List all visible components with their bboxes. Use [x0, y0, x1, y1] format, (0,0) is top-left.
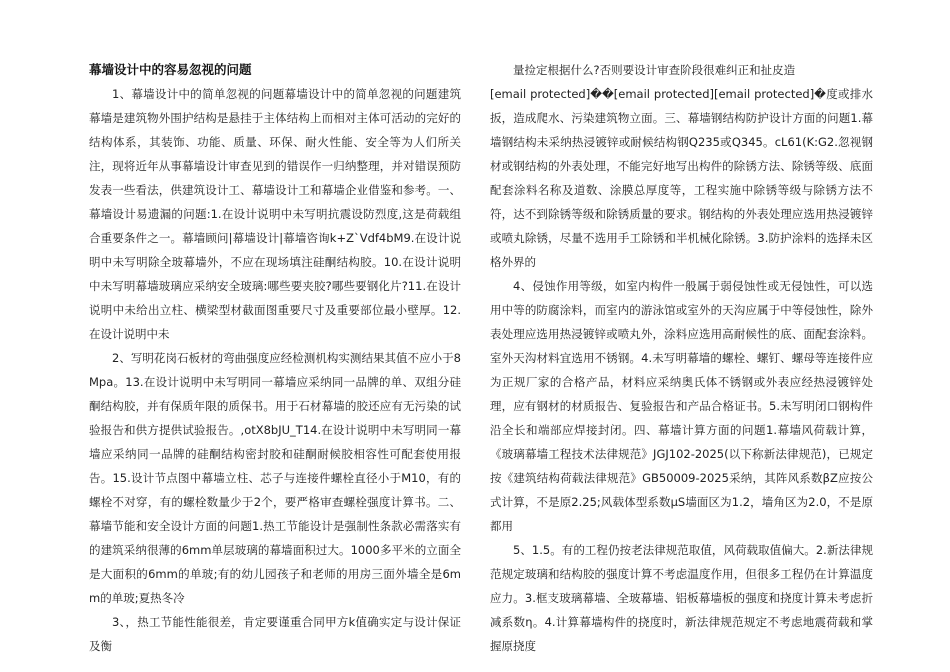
paragraph-5: 5、1.5。有的工程仍按老法律规范取值，风荷载取值偏大。2.新法律规范规定玻璃和结构胶的强度计算不考虑温度作用，但很多工程仍在计算温度应力。3.框支玻璃幕墙、全玻幕墙、铝板幕墙板的强度和挠度计算未考虑折减系数η。4.计算幕墙构件的挠度时，新法律规范规定不考虑地震荷载和掌握原挠度	[490, 543, 873, 653]
paragraph-4: 4、侵蚀作用等级，如室内构件一般属于弱侵蚀性或无侵蚀性，可以选用中等的防腐涂料，而室内的游泳馆或室外的天沟应属于中等侵蚀性，除外表处理应选用热浸镀锌或喷丸外，涂料应选用高耐候性的底、面配套涂料。室外天沟材料宜选用不锈钢。4.未写明幕墙的螺栓、螺钉、螺母等连接件应为正规厂家的合格产品，材料应采纳奥氏体不锈钢或外表应经热浸镀锌处理，应有钢材的材质报告、复验报告和产品合格证书。5.未写明闭口钢构件沿全长和端部应焊接封闭。四、幕墙计算方面的问题1.幕墙风荷载计算，《玻璃幕墙工程技术法律规范》JGJ102-2025(以下称新法律规范)，已规定按《建筑结构荷载法律规范》GB50009-2025采纳，其阵风系数βZ应按公式计算，不是原2.25;风载体型系数μS墙面区为1.2，墙角区为2.0，不是原都用	[490, 279, 873, 533]
paragraph-3: 3、，热工节能性能很差，肯定要谨重合同甲方k值确实定与设计保证及衡	[89, 615, 461, 653]
paragraph-1: 1、幕墙设计中的简单忽视的问题幕墙设计中的简单忽视的问题建筑幕墙是建筑物外围护结构是悬挂于主体结构上而相对主体可活动的完好的结构体系，其装饰、功能、质量、环保、耐火性能、安全等为人们所关注，现将近年从事幕墙设计审查见到的错误作一归纳整理，并对错误预防发表一些看法，供建筑设计工、幕墙设计工和幕墙企业借鉴和参考。一、幕墙设计易遗漏的问题:1.在设计说明中未写明抗震设防烈度,这是荷载组合重要条件之一。幕墙顾问|幕墙设计|幕墙咨询k+Z`Vdf4bM9.在设计说明中未写明除全玻幕墙外，不应在现场填注硅酮结构胶。10.在设计说明中未写明幕墙玻璃应采纳安全玻璃:哪些要夹胶?哪些要钢化片?11.在设计说明中未给出立柱、横梁型材截面图重要尺寸及重要部位最小壁厚。12.在设计说明中未	[89, 87, 461, 341]
paragraph-3-continued-body: [email protected]��[email protected][email protected]�度或排水扳，造成爬水、污染建筑物立面。三、幕墙钢结构防护设计方面的问题1.幕墙钢结构未采纳热浸镀锌或耐候结构钢Q235或Q345。cL61(K:G2.忽视钢材或钢结构的外表处理，不能完好地写出构件的除锈方法、除锈等级、底面配套涂料名称及道数、涂膜总厚度等，工程实施中除锈等级与除锈方法不符，达不到除锈等级和除锈质量的要求。钢结构的外表处理应选用热浸镀锌或喷丸除锈，尽量不选用手工除锈和半机械化除锈。3.防护涂料的选择未区格外界的	[490, 87, 873, 269]
left-column	[89, 58, 461, 658]
paragraph-3-continued: 量捡定根据什么?否则要设计审查阶段很难纠正和扯皮造	[513, 63, 796, 77]
document-title: 幕墙设计中的容易忽视的问题	[89, 62, 252, 77]
paragraph-2: 2、写明花岗石板材的弯曲强度应经检测机构实测结果其值不应小于8Mpa。13.在设计说明中未写明同一幕墙应采纳同一品牌的单、双组分硅酮结构胶，并有保质年限的质保书。用于石材幕墙的胶还应有无污染的试验报告和供方提供试验报告。,otX8bJU_T14.在设计说明中未写明同一幕墙应采纳同一品牌的硅酮结构密封胶和硅酮耐候胶相容性可配套使用报告。15.设计节点图中幕墙立柱、芯子与连接件螺栓直径小于M10，有的螺栓不对穿，有的螺栓数量少于2个，要严格审查螺栓强度计算书。二、幕墙节能和安全设计方面的问题1.热工节能设计是强制性条款必需落实有的建筑采纳很薄的6mm单层玻璃的幕墙面积过大。1000多平米的立面全是大面积的6mm的单玻;有的幼儿园孩子和老师的用房三面外墙全是6mm的单玻;夏热冬冷	[89, 351, 461, 605]
right-column	[490, 58, 873, 658]
